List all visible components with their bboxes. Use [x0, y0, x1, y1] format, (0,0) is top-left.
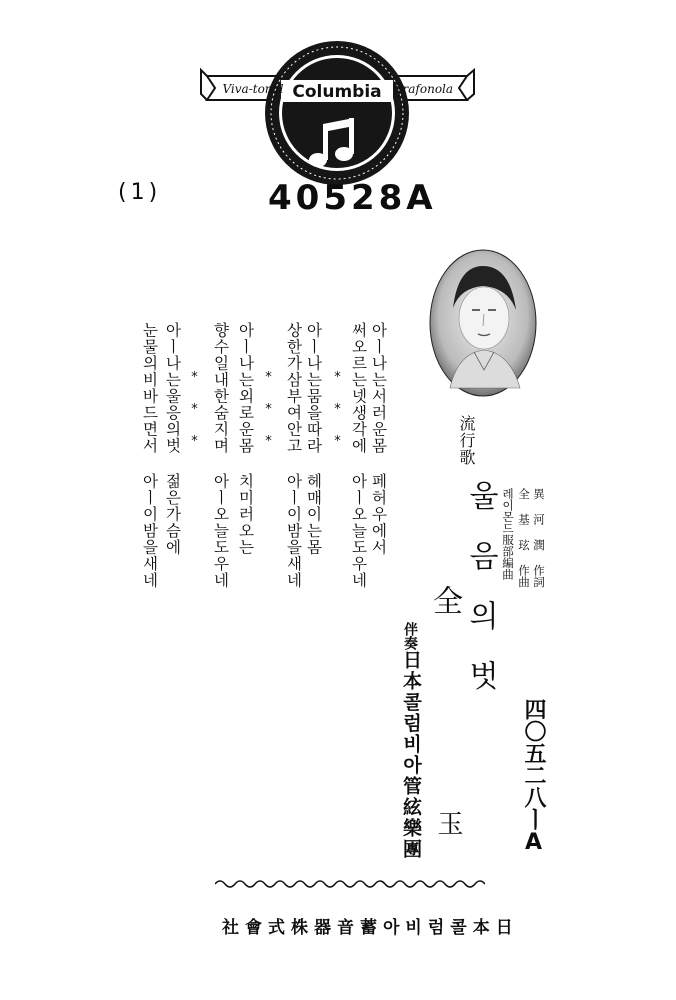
lyric-line: 아ㅣ나는뭄을따라 헤매이는몸 — [304, 322, 323, 556]
lyric-separator: * * * — [261, 370, 276, 450]
logo-left-ribbon-text: Viva-tonal — [222, 82, 284, 96]
lyric-line: 상한가삼부여안고 아ㅣ이밤을새네 — [284, 322, 303, 589]
catalog-number: 40528A — [268, 178, 437, 218]
singer-portrait — [428, 248, 538, 398]
singer-name: 全 — [427, 585, 462, 615]
lyric-line: 아ㅣ나는서러운몸 페허우에서 — [369, 322, 388, 556]
lyric-separator: * * * — [187, 370, 202, 450]
credit-composer: 全 基 玹 作曲 — [517, 488, 531, 588]
lyric-line: 눈물의비바드면서 아ㅣ이밤을새네 — [140, 322, 159, 589]
accompaniment: 日本콜럼비아管絃樂團 — [400, 650, 422, 860]
lyric-line: 써오르는넷생각에 아ㅣ오늘도우네 — [349, 322, 368, 589]
lyric-line: 향수일내한숨지며 아ㅣ오늘도우네 — [211, 322, 230, 589]
page-number: (1) — [118, 180, 162, 205]
credit-lyricist: 異 河 潤 作詞 — [532, 488, 546, 588]
lyric-line: 아ㅣ나는외로운몸 치미러오는 — [236, 322, 255, 556]
logo-right-ribbon-text: Grafonola — [392, 82, 454, 96]
accompaniment-label: 伴奏 — [402, 622, 418, 650]
lyric-separator: * * * — [330, 370, 345, 450]
columbia-logo — [195, 38, 480, 188]
credit-arranger: 레이몬드服部編曲 — [501, 488, 515, 580]
singer-name-suffix: 玉 — [433, 810, 463, 836]
song-title: 울음의벗 — [463, 480, 498, 720]
wavy-divider — [215, 878, 485, 890]
company-name: 社會式株器音蓄아비럼콜本日 — [222, 918, 519, 938]
logo-brand: Columbia — [292, 82, 382, 102]
catalog-number-vertical: 四〇五二八ㅣA — [521, 698, 546, 855]
lyric-line: 아ㅣ나는울응의벗 젊은가슴에 — [163, 322, 182, 556]
song-genre: 流行歌 — [457, 415, 476, 466]
